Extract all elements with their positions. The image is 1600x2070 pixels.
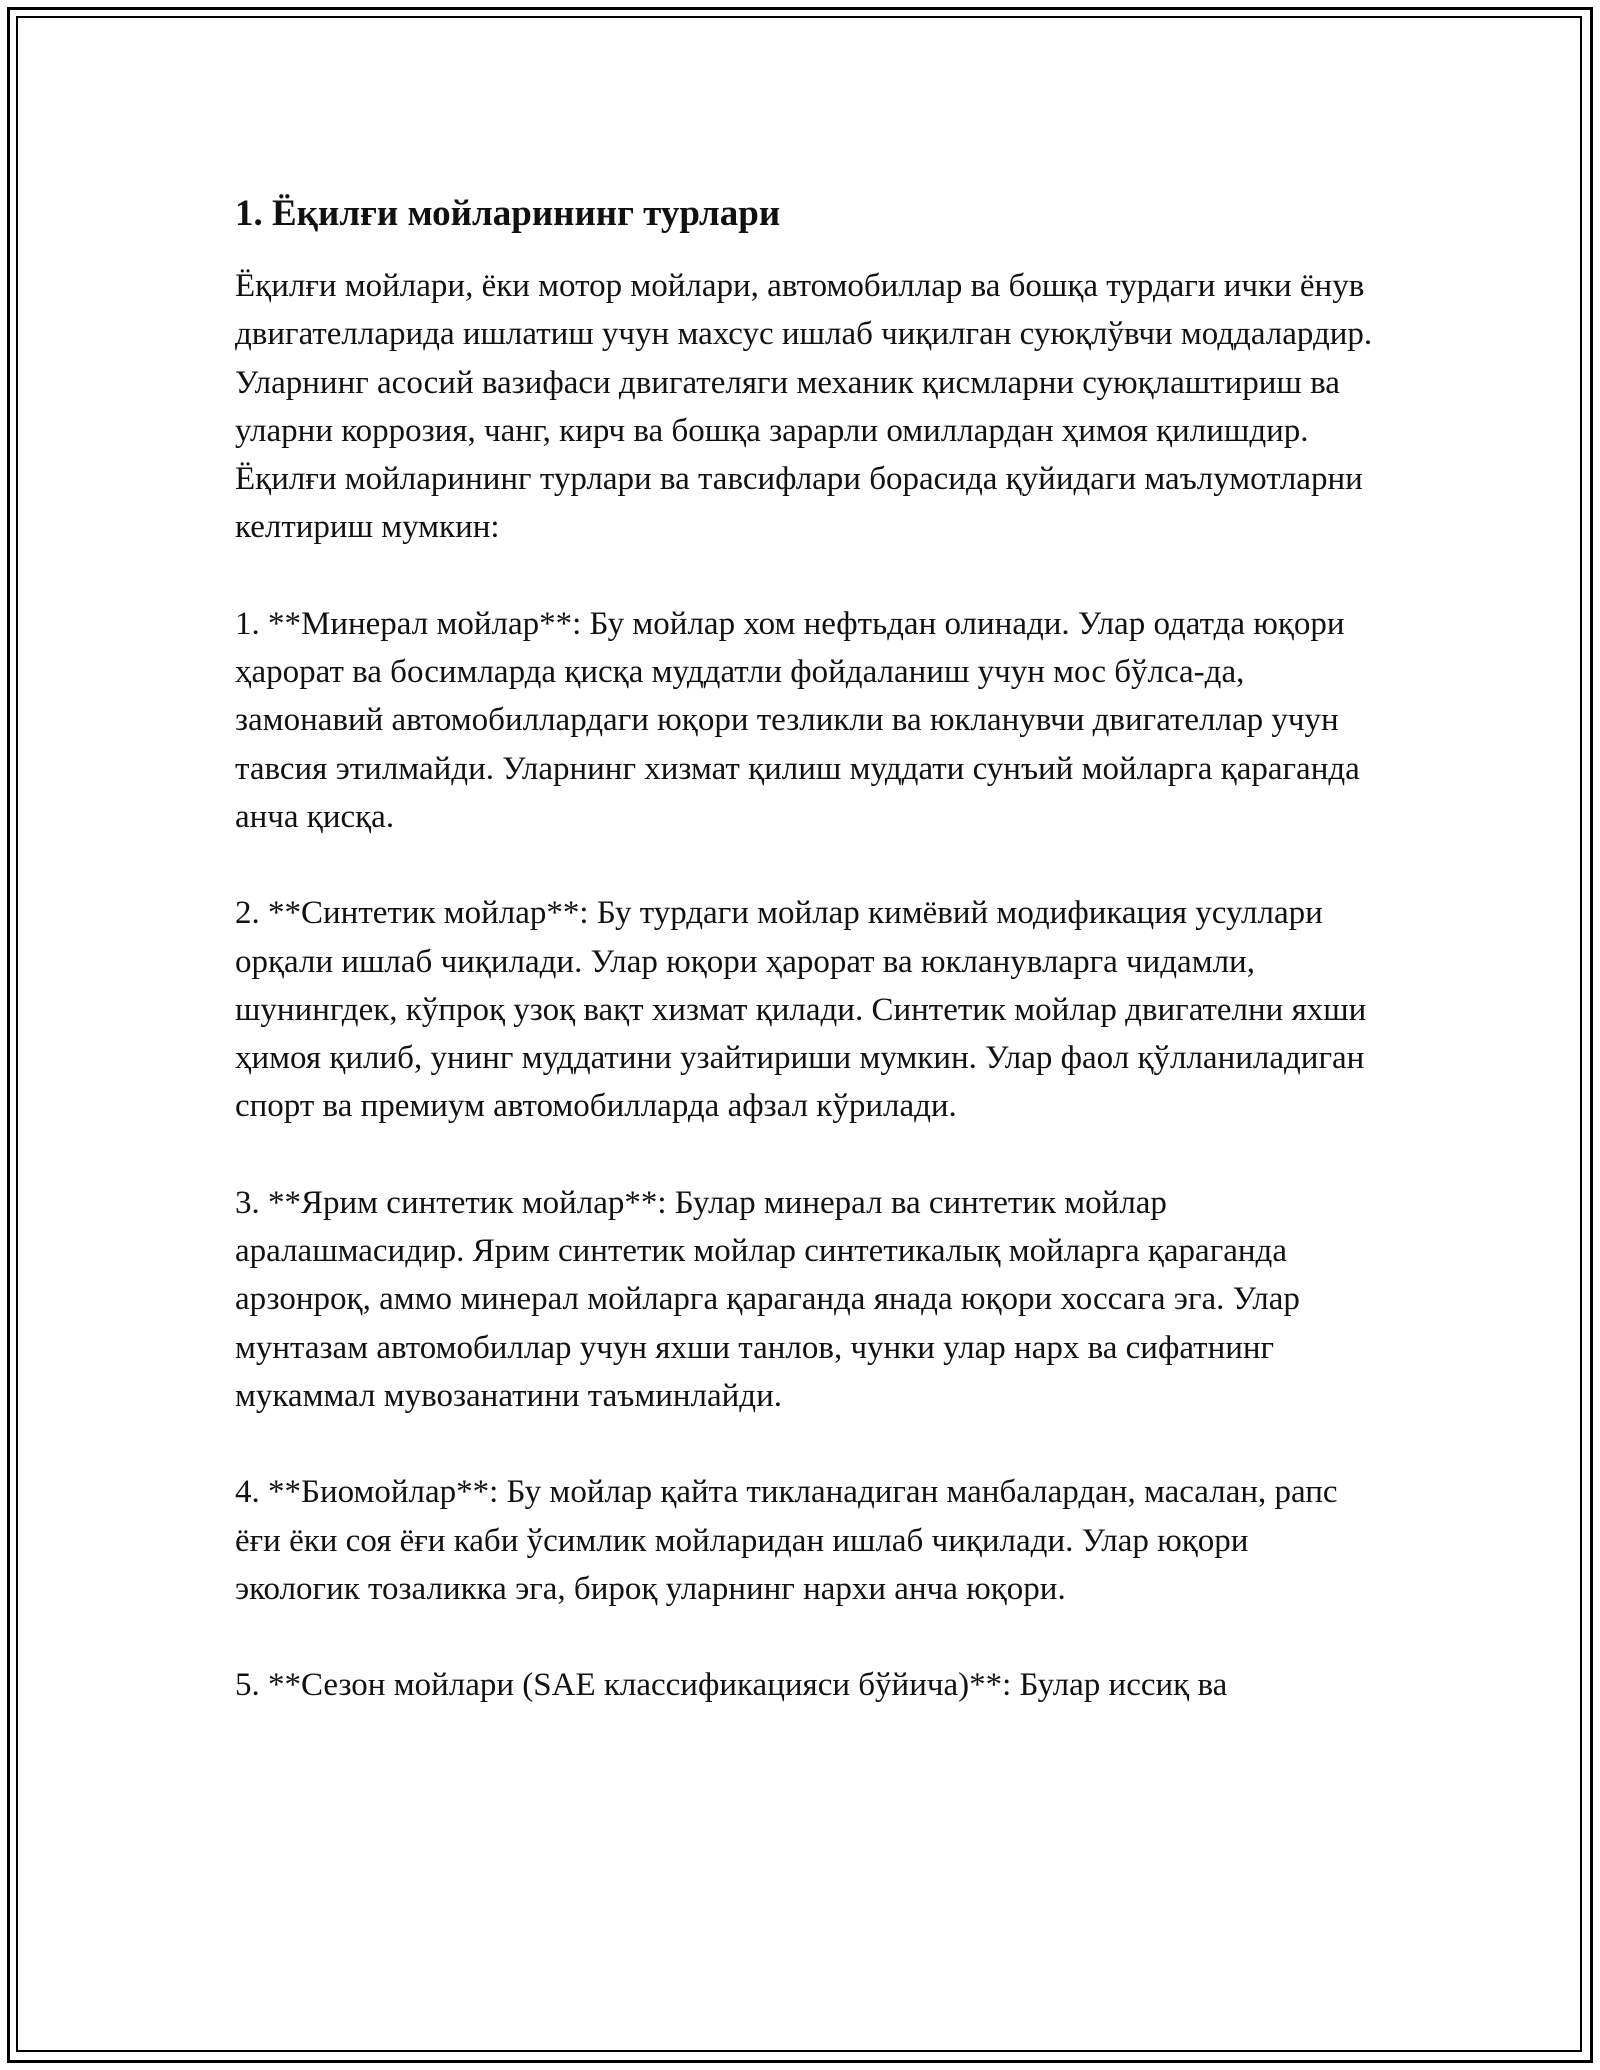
list-item-synthetic-oils: 2. **Синтетик мойлар**: Бу турдаги мойлар кимёвий модификация усуллари орқали ишлаб чиқилади. Улар юқори ҳарорат ва юкланувларга чидамли, шунингдек, кўпроқ узоқ вақт хизмат қилади. Синтетик мойлар двигателни яхши ҳимоя қилиб, унинг муддатини узайтириши мумкин. Улар фаол қўлланиладиган спорт ва премиум автомобилларда афзал кўрилади. — [235, 895, 1367, 1125]
list-item-seasonal-oils: 5. **Сезон мойлари (SAE классификацияси бўйича)**: Булар иссиқ ва — [235, 1667, 1228, 1704]
list-item-bio-oils: 4. **Биомойлар**: Бу мойлар қайта тикланадиган манбалардан, масалан, рапс ёғи ёки соя ёғи каби ўсимлик мойларидан ишлаб чиқилади. Улар юқори экологик тозаликка эга, бироқ уларнинг нархи анча юқори. — [235, 1474, 1338, 1607]
list-item-semi-synthetic-oils: 3. **Ярим синтетик мойлар**: Булар минерал ва синтетик мойлар аралашмасидир. Ярим синтетик мойлар синтетикалық мойларга қараганда арзонроқ, аммо минерал мойларга қараганда янада юқори хоссага эга. Улар мунтазам автомобиллар учун яхши танлов, чунки улар нарх ва сифатнинг мукаммал мувозанатини таъминлайди. — [235, 1184, 1300, 1414]
intro-paragraph: Ёқилғи мойлари, ёки мотор мойлари, автомобиллар ва бошқа турдаги ички ёнув двигателларида ишлатиш учун махсус ишлаб чиқилган суюқлўвчи моддалардир. Уларнинг асосий вазифаси двигателяги механик қисмларни суюқлаштириш ва уларни коррозия, чанг, кирч ва бошқа зарарли омиллардан ҳимоя қилишдир. Ёқилғи мойларининг турлари ва тавсифлари борасида қуйидаги маълумотларни келтириш мумкин: — [235, 268, 1373, 546]
section-heading: 1. Ёқилғи мойларининг турлари — [235, 193, 781, 234]
document-body — [235, 188, 1375, 1757]
list-item-mineral-oils: 1. **Минерал мойлар**: Бу мойлар хом нефтьдан олинади. Улар одатда юқори ҳарорат ва босимларда қисқа муддатли фойдаланиш учун мос бўлса-да, замонавий автомобиллардаги юқори тезликли ва юкланувчи двигателлар учун тавсия этилмайди. Уларнинг хизмат қилиш муддати сунъий мойларга қараганда анча қисқа. — [235, 605, 1360, 835]
